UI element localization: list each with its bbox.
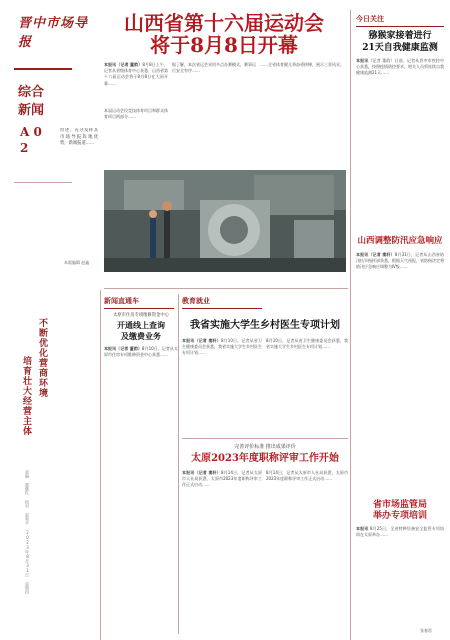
mid-center-title: 我省实施大学生乡村医生专项计划 <box>190 320 340 331</box>
lead-title-line2: 将于8月8日开幕 <box>150 33 298 57</box>
right-bottom-title-1: 省市场监管局 <box>372 500 427 510</box>
masthead-logo <box>18 14 98 62</box>
right-mid-title: 山西调整防汛应急响应 <box>357 236 443 246</box>
lead-byline: 本报讯（记者 董韵） <box>104 62 143 67</box>
lead-photo <box>104 170 346 272</box>
lead-col-1 <box>104 62 168 106</box>
bottom-center-body-text: 8月14日，记者从太原市人社局获悉，太原市2023年度职称评审工作正式启动…… <box>182 470 262 488</box>
sidebar-intro-text: 坦述，充分发挥其市场导报阵地优势，新闻报道…… <box>60 128 98 147</box>
bottom-center-body-2: 8月14日，记者从太原市人社局获悉，太原市2023年度职称评审工作正式启动…… <box>266 470 348 482</box>
divider-right-column <box>350 10 351 640</box>
mid-center-body-1 <box>182 338 262 434</box>
divider-mid <box>178 294 179 634</box>
right-mid-body <box>356 252 444 508</box>
right-top-title-1: 猕猴家接着进行 <box>368 31 432 41</box>
right-top-body <box>356 58 444 230</box>
lead-col-2: 据了解，本次省运会采用多点办赛模式，赛事运行安全有序…… <box>172 62 256 74</box>
mid-left-byline: 本报讯（记者 董韵） <box>104 346 142 351</box>
lead-col-1b: 本届运动会设竞技体育项目和群众体育项目两部分…… <box>104 108 168 120</box>
mid-left-title-1: 开通线上查询 <box>117 320 165 330</box>
lead-photo-image <box>104 170 346 272</box>
masthead-rule <box>14 68 72 70</box>
divider-mid-center <box>182 438 348 439</box>
mid-left-section-label: 新闻直通车 <box>104 297 139 305</box>
right-bottom-body <box>356 526 444 626</box>
right-bottom-body-text: 8月25日，全省特种设备安全监管专项培训在太原举办…… <box>356 526 444 538</box>
divider-lead-bottom <box>104 288 348 289</box>
right-top-body-text: （记者 董韵）日前，记者从晋中市疾控中心获悉，按照疫情防控要求，相关人员须连续自我健康监测21天…… <box>356 58 444 76</box>
right-top-section-label: 今日关注 <box>356 15 384 23</box>
bottom-center-byline: 本报讯（记者 秦轩） <box>182 470 221 475</box>
sidebar-intro <box>60 128 98 248</box>
slogan-2: 培育壮大经营主体 <box>21 356 31 436</box>
right-bottom-title-2: 举办专项培训 <box>372 511 427 521</box>
mid-left-kicker: 太原市住房专项维修资金中心 <box>113 313 169 318</box>
mid-center-body-2: 8月10日，记者从省卫生健康委员会获悉，我省实施大学生乡村医生专项计划…… <box>266 338 348 350</box>
mid-left-section <box>104 296 174 309</box>
bottom-center-kicker: 完善评价标准 推出成果评价 <box>234 444 296 450</box>
lead-col-3: ……全省体育健儿将奋勇拼搏，展示三晋风采。 <box>260 62 344 67</box>
footer-meta: 责编 董继红 校对 赵和平 2023年8月31日 星期四 <box>25 470 30 594</box>
right-mid-body-text: 8月31日，记者从山西省防汛抗旱指挥部获悉，根据天气预报，省防指决定将防汛应急响应调整为Ⅳ级…… <box>356 252 444 270</box>
mid-center-byline: 本报讯（记者 秦轩） <box>182 338 221 343</box>
mid-left-title-2: 及缴费业务 <box>121 331 161 341</box>
right-top-title-2: 21天自我健康监测 <box>362 43 438 53</box>
bottom-author: 张春雷 <box>420 628 432 633</box>
mid-center-section <box>182 296 262 309</box>
mid-left-body <box>104 346 178 626</box>
right-top-section <box>356 14 444 27</box>
page-code: A 02 <box>20 125 42 155</box>
mid-left-body-text: 8月10日，记者从太原市住房专项维修资金中心获悉…… <box>104 346 178 358</box>
mid-center-section-label: 教育就业 <box>182 297 210 305</box>
divider-left-column <box>100 290 101 640</box>
lead-body-1: 8月8日上午，记者从省级体育中心获悉，山西省第十六届运动会将于8月8日在大同开幕…… <box>104 62 168 86</box>
section-title: 综合新闻 <box>18 85 45 118</box>
right-mid-byline: 本报讯（记者 秦轩） <box>356 252 395 257</box>
sidebar-editor: 本版编辑 赵鑫 <box>64 260 90 265</box>
bottom-center-body-1 <box>182 470 262 630</box>
bottom-center-title: 太原2023年度职称评审工作开始 <box>191 453 339 464</box>
right-bottom-byline: 本报讯 <box>356 526 370 531</box>
mid-center-body-text: 8月10日，记者从省卫生健康委员会获悉，我省实施大学生乡村医生专项计划…… <box>182 338 262 356</box>
right-top-byline: 本报讯 <box>356 58 369 63</box>
logo-text: 晋中市场导报 <box>18 16 89 50</box>
lead-title-line1: 山西省第十六届运动会 <box>124 11 324 35</box>
slogan-1: 不断优化营商环境 <box>37 318 47 398</box>
